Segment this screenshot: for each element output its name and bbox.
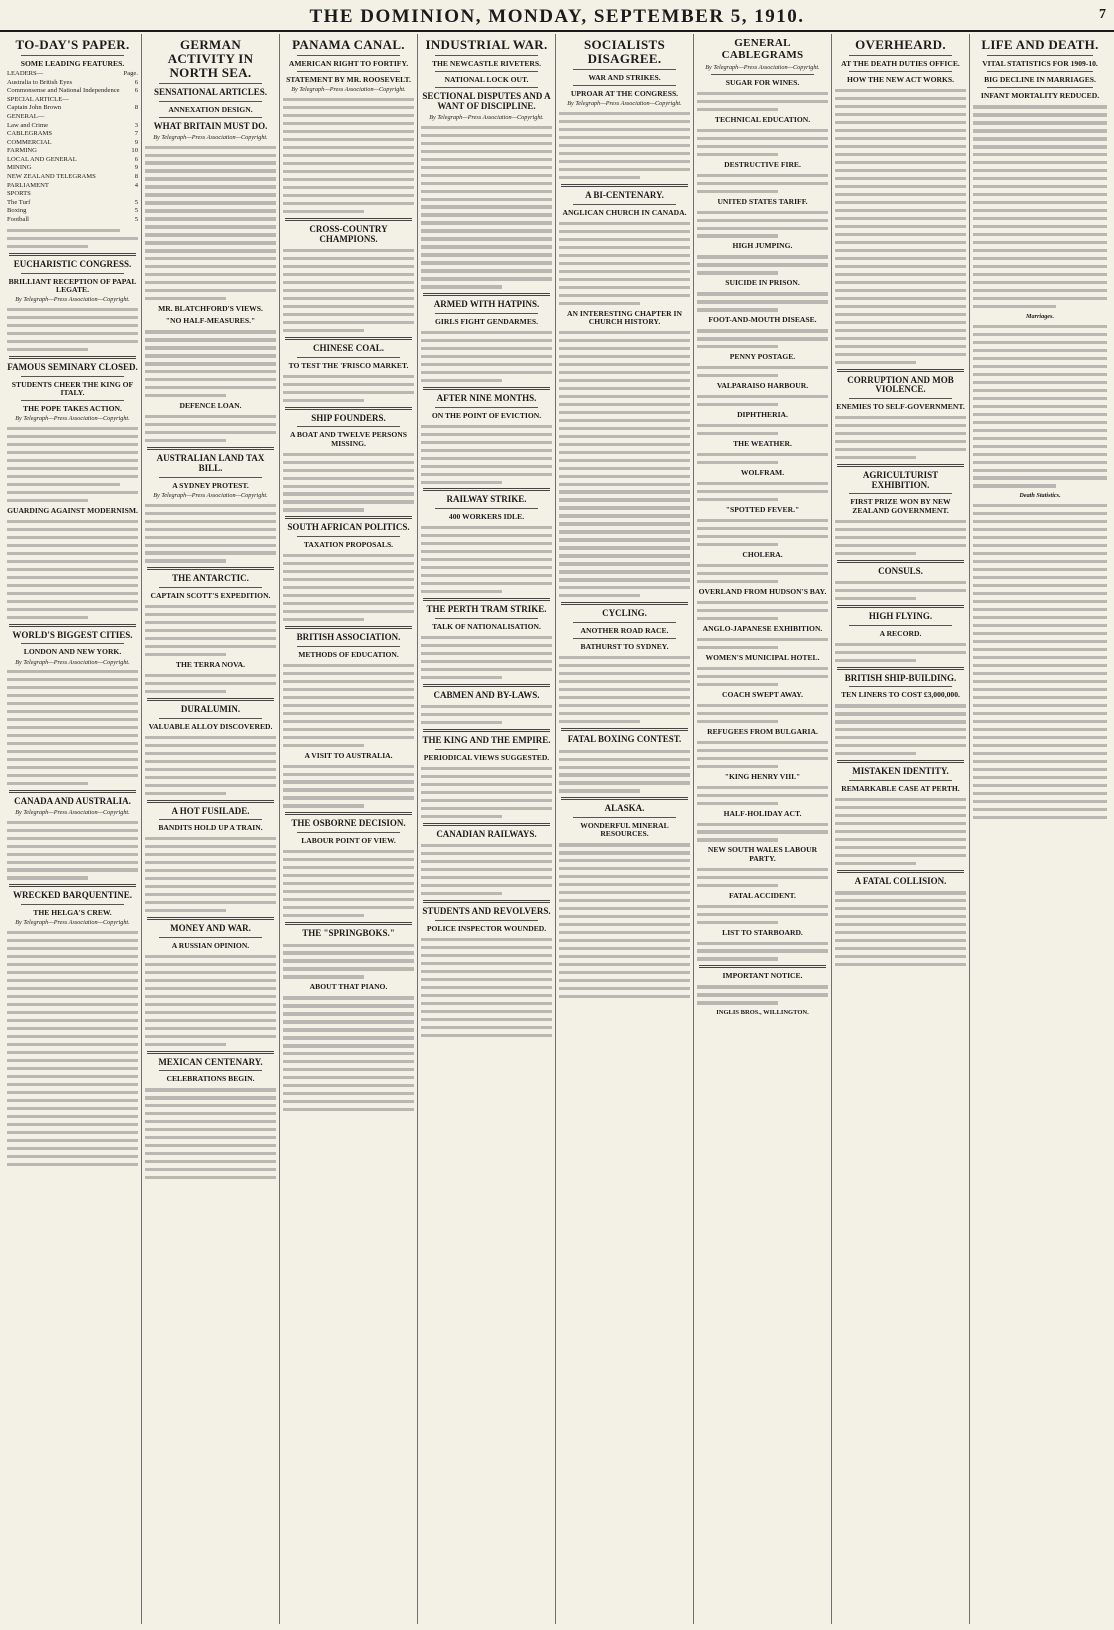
column-6 xyxy=(694,34,832,1624)
subheadline: THE TERRA NOVA. xyxy=(175,660,246,670)
subheadline: A BOAT AND TWELVE PERSONS MISSING. xyxy=(289,430,408,448)
subheadline: AMERICAN RIGHT TO FORTIFY. xyxy=(288,59,409,69)
headline: PANAMA CANAL. xyxy=(292,37,405,52)
subheadline: "NO HALF-MEASURES." xyxy=(165,316,256,326)
contents-label: Football xyxy=(7,215,29,223)
headline: MEXICAN CENTENARY. xyxy=(158,1056,263,1067)
subheadline: FOOT-AND-MOUTH DISEASE. xyxy=(708,315,817,325)
subheadline: ANOTHER ROAD RACE. xyxy=(580,625,669,635)
subheadline: POLICE INSPECTOR WOUNDED. xyxy=(426,923,547,933)
subheadline: SUICIDE IN PRISON. xyxy=(725,278,800,288)
subheadline: NATIONAL LOCK OUT. xyxy=(444,75,529,85)
headline: CONSULS. xyxy=(878,565,923,576)
credit-line: By Telegraph—Press Association—Copyright. xyxy=(153,133,268,141)
subheadline: THE NEWCASTLE RIVETERS. xyxy=(431,59,542,69)
subheadline: ABOUT THAT PIANO. xyxy=(309,982,388,992)
contents-page: 5 xyxy=(134,215,138,223)
headline: RAILWAY STRIKE. xyxy=(446,494,527,505)
contents-label: SPORTS xyxy=(7,190,31,198)
subheadline: HOW THE NEW ACT WORKS. xyxy=(846,75,955,85)
credit-line: By Telegraph—Press Association—Copyright. xyxy=(291,86,406,94)
contents-item xyxy=(7,113,138,122)
contents-item xyxy=(7,147,138,156)
col1-subtitle: SOME LEADING FEATURES. xyxy=(20,59,125,69)
headline: A BI-CENTENARY. xyxy=(585,190,664,201)
headline: STUDENTS AND REVOLVERS. xyxy=(422,906,551,917)
contents-page: 6 xyxy=(134,155,138,163)
headline: CYCLING. xyxy=(602,608,647,619)
subheadline: WOMEN'S MUNICIPAL HOTEL. xyxy=(705,652,820,662)
contents-item xyxy=(7,190,138,199)
credit-line: By Telegraph—Press Association—Copyright. xyxy=(15,919,130,927)
subheadline: STUDENTS CHEER THE KING OF ITALY. xyxy=(11,379,134,397)
subheadline: CHOLERA. xyxy=(742,549,783,559)
subheadline: CAPTAIN SCOTT'S EXPEDITION. xyxy=(150,591,271,601)
subheadline: UNITED STATES TARIFF. xyxy=(717,196,808,206)
contents-label: SPECIAL ARTICLE— xyxy=(7,95,69,103)
contents-item xyxy=(7,207,138,216)
section-label: Marriages. xyxy=(1025,312,1055,320)
subheadline: REFUGEES FROM BULGARIA. xyxy=(707,726,818,736)
contents-item xyxy=(7,156,138,165)
contents-page: 4 xyxy=(134,181,138,189)
subheadline: REMARKABLE CASE AT PERTH. xyxy=(841,783,960,793)
headline: DURALUMIN. xyxy=(180,703,241,714)
subheadline: TECHNICAL EDUCATION. xyxy=(714,114,811,124)
headline: CANADA AND AUSTRALIA. xyxy=(14,796,131,807)
column-3 xyxy=(280,34,418,1624)
subheadline: TO TEST THE 'FRISCO MARKET. xyxy=(288,360,409,370)
headline: CHINESE COAL. xyxy=(312,343,384,354)
subheadline: SUGAR FOR WINES. xyxy=(725,77,800,87)
headline: GENERAL CABLEGRAMS xyxy=(721,37,804,61)
headline: WORLD'S BIGGEST CITIES. xyxy=(12,629,133,640)
subheadline: TEN LINERS TO COST £3,000,000. xyxy=(841,690,960,700)
contents-item xyxy=(7,87,138,96)
headline: CANADIAN RAILWAYS. xyxy=(436,828,537,839)
contents-page: 9 xyxy=(134,164,138,172)
headline: MONEY AND WAR. xyxy=(170,923,251,934)
subheadline: A VISIT TO AUSTRALIA. xyxy=(304,750,393,760)
contents-label: Australia to British Eyes xyxy=(7,78,73,86)
contents-label: LEADERS— xyxy=(7,70,44,78)
contents-label: COMMERCIAL xyxy=(7,138,52,146)
page-number: 7 xyxy=(1099,7,1106,22)
subheadline: SECTIONAL DISPUTES AND A WANT OF DISCIPLINE. xyxy=(422,91,551,112)
subheadline: HALF-HOLIDAY ACT. xyxy=(723,808,802,818)
subheadline: THE HELGA'S CREW. xyxy=(33,908,112,918)
subheadline: DESTRUCTIVE FIRE. xyxy=(724,159,801,169)
headline: WRECKED BARQUENTINE. xyxy=(12,890,133,901)
contents-label: Captain John Brown xyxy=(7,104,62,112)
subheadline: AN INTERESTING CHAPTER IN CHURCH HISTORY. xyxy=(567,308,682,326)
subheadline: INFANT MORTALITY REDUCED. xyxy=(980,91,1100,101)
subheadline: BRILLIANT RECEPTION OF PAPAL LEGATE. xyxy=(8,276,137,294)
contents-page: 7 xyxy=(134,130,138,138)
contents-item xyxy=(7,164,138,173)
col1-title: TO-DAY'S PAPER. xyxy=(15,37,130,52)
subheadline: VALUABLE ALLOY DISCOVERED. xyxy=(148,721,273,731)
headline: THE PERTH TRAM STRIKE. xyxy=(426,604,547,615)
subheadline: ENEMIES TO SELF-GOVERNMENT. xyxy=(836,402,965,412)
subheadline: SENSATIONAL ARTICLES. xyxy=(153,87,268,98)
contents-item xyxy=(7,122,138,131)
subheadline: PENNY POSTAGE. xyxy=(729,352,796,362)
subheadline: LABOUR POINT OF VIEW. xyxy=(301,836,396,846)
credit-line: By Telegraph—Press Association—Copyright. xyxy=(153,491,268,499)
contents-page: 8 xyxy=(134,104,138,112)
contents-item xyxy=(7,173,138,182)
subheadline: STATEMENT BY MR. ROOSEVELT. xyxy=(286,75,411,85)
credit-line: By Telegraph—Press Association—Copyright. xyxy=(705,63,820,71)
headline: SOCIALISTS DISAGREE. xyxy=(583,37,666,67)
contents-label: The Turf xyxy=(7,198,31,206)
headline: EUCHARISTIC CONGRESS. xyxy=(13,259,132,270)
contents-list xyxy=(7,70,138,224)
subheadline: TALK OF NATIONALISATION. xyxy=(432,621,541,631)
subheadline: UPROAR AT THE CONGRESS. xyxy=(570,89,679,99)
column-7 xyxy=(832,34,970,1624)
contents-label: PARLIAMENT xyxy=(7,181,49,189)
contents-item xyxy=(7,182,138,191)
contents-item xyxy=(7,70,138,79)
subheadline: BATHURST TO SYDNEY. xyxy=(580,642,669,652)
contents-item xyxy=(7,139,138,148)
contents-page: 5 xyxy=(134,207,138,215)
credit-line: By Telegraph—Press Association—Copyright. xyxy=(15,296,130,304)
contents-item xyxy=(7,79,138,88)
headline: ALASKA. xyxy=(604,803,645,814)
contents-item xyxy=(7,199,138,208)
subheadline: A RECORD. xyxy=(879,628,922,638)
subheadline: THE POPE TAKES ACTION. xyxy=(23,403,122,413)
headline: CROSS-COUNTRY CHAMPIONS. xyxy=(309,223,388,244)
contents-label: FARMING xyxy=(7,147,37,155)
headline: CABMEN AND BY-LAWS. xyxy=(433,689,540,700)
subheadline: BANDITS HOLD UP A TRAIN. xyxy=(158,823,263,833)
headline: ARMED WITH HATPINS. xyxy=(433,299,540,310)
credit-line: By Telegraph—Press Association—Copyright. xyxy=(15,415,130,423)
contents-page: 6 xyxy=(134,78,138,86)
subheadline: VITAL STATISTICS FOR 1909-10. xyxy=(982,59,1098,69)
subheadline: OVERLAND FROM HUDSON'S BAY. xyxy=(698,586,827,596)
masthead-title: THE DOMINION, MONDAY, SEPTEMBER 5, 1910. xyxy=(309,6,805,27)
contents-label: GENERAL— xyxy=(7,113,45,121)
subheadline: FATAL ACCIDENT. xyxy=(729,890,796,900)
headline: AFTER NINE MONTHS. xyxy=(436,392,537,403)
contents-label: Commonsense and National Independence xyxy=(7,87,120,95)
column-5 xyxy=(556,34,694,1624)
subheadline: IMPORTANT NOTICE. xyxy=(722,971,803,981)
subheadline: WHAT BRITAIN MUST DO. xyxy=(153,121,268,131)
headline: SOUTH AFRICAN POLITICS. xyxy=(287,522,410,533)
headline: AGRICULTURIST EXHIBITION. xyxy=(862,469,939,490)
subheadline: ANNEXATION DESIGN. xyxy=(168,104,253,114)
column-1 xyxy=(4,34,142,1624)
contents-page: 5 xyxy=(134,198,138,206)
headline: LIFE AND DEATH. xyxy=(981,37,1099,52)
subheadline: 400 WORKERS IDLE. xyxy=(448,512,525,522)
contents-page: 10 xyxy=(131,147,138,155)
subheadline: BIG DECLINE IN MARRIAGES. xyxy=(984,75,1096,85)
subheadline: HIGH JUMPING. xyxy=(732,241,793,251)
contents-page: 8 xyxy=(134,172,138,180)
section-label: Death Statistics. xyxy=(1019,492,1061,500)
headline: THE KING AND THE EMPIRE. xyxy=(422,735,551,746)
columns xyxy=(4,34,1110,1624)
headline: AUSTRALIAN LAND TAX BILL. xyxy=(156,453,265,473)
subheadline: FIRST PRIZE WON BY NEW ZEALAND GOVERNMENT. xyxy=(850,497,951,515)
subheadline: WOLFRAM. xyxy=(740,468,785,478)
subheadline: PERIODICAL VIEWS SUGGESTED. xyxy=(423,752,550,762)
contents-item xyxy=(7,96,138,105)
subheadline: THE WEATHER. xyxy=(733,439,792,449)
headline: SHIP FOUNDERS. xyxy=(311,412,386,423)
headline: FATAL BOXING CONTEST. xyxy=(567,734,682,745)
contents-page: 9 xyxy=(134,138,138,146)
contents-page: 3 xyxy=(134,121,138,129)
headline: THE ANTARCTIC. xyxy=(172,573,249,584)
credit-line: By Telegraph—Press Association—Copyright. xyxy=(15,658,130,666)
contents-label: CABLEGRAMS xyxy=(7,130,53,138)
headline: GERMAN ACTIVITY IN NORTH SEA. xyxy=(167,37,254,81)
contents-item xyxy=(7,130,138,139)
subheadline: WONDERFUL MINERAL RESOURCES. xyxy=(580,821,669,839)
contents-label: NEW ZEALAND TELEGRAMS xyxy=(7,172,96,180)
subheadline: A SYDNEY PROTEST. xyxy=(172,480,249,490)
subheadline: AT THE DEATH DUTIES OFFICE. xyxy=(841,59,960,69)
headline: HIGH FLYING. xyxy=(868,610,933,621)
subheadline: VALPARAISO HARBOUR. xyxy=(716,381,809,391)
subheadline: "SPOTTED FEVER." xyxy=(725,505,800,515)
contents-item xyxy=(7,216,138,225)
subheadline: CELEBRATIONS BEGIN. xyxy=(166,1074,255,1084)
contents-label: MINING xyxy=(7,164,32,172)
contents-item xyxy=(7,104,138,113)
contents-label: Boxing xyxy=(7,207,27,215)
column-2 xyxy=(142,34,280,1624)
contents-page: 6 xyxy=(134,87,138,95)
subheadline: A RUSSIAN OPINION. xyxy=(171,940,250,950)
credit-line: By Telegraph—Press Association—Copyright. xyxy=(15,808,130,816)
subheadline: "KING HENRY VIII." xyxy=(724,771,801,781)
headline: THE "SPRINGBOKS." xyxy=(302,927,395,938)
subheadline: ON THE POINT OF EVICTION. xyxy=(431,410,542,420)
headline: OVERHEARD. xyxy=(855,37,946,52)
headline: FAMOUS SEMINARY CLOSED. xyxy=(7,361,138,372)
subheadline: ANGLO-JAPANESE EXHIBITION. xyxy=(702,623,823,633)
headline: A FATAL COLLISION. xyxy=(854,875,947,886)
subheadline: LIST TO STARBOARD. xyxy=(722,927,803,937)
subheadline: COACH SWEPT AWAY. xyxy=(722,689,803,699)
subheadline: GIRLS FIGHT GENDARMES. xyxy=(434,317,539,327)
subheadline: NEW SOUTH WALES LABOUR PARTY. xyxy=(707,845,818,863)
subheadline: DEFENCE LOAN. xyxy=(179,401,242,411)
subheadline: GUARDING AGAINST MODERNISM. xyxy=(7,505,138,515)
subheadline: TAXATION PROPOSALS. xyxy=(303,540,394,550)
contents-label: LOCAL AND GENERAL xyxy=(7,155,77,163)
credit-line: By Telegraph—Press Association—Copyright. xyxy=(429,113,544,121)
headline: A HOT FUSILADE. xyxy=(171,805,250,816)
headline: BRITISH SHIP-BUILDING. xyxy=(844,672,957,683)
headline: CORRUPTION AND MOB VIOLENCE. xyxy=(847,374,954,395)
advertiser: INGLIS BROS., WILLINGTON. xyxy=(716,1009,809,1017)
headline: INDUSTRIAL WAR. xyxy=(425,37,548,52)
divider xyxy=(21,55,124,56)
headline: BRITISH ASSOCIATION. xyxy=(296,632,401,642)
headline: THE OSBORNE DECISION. xyxy=(291,818,406,829)
subheadline: LONDON AND NEW YORK. xyxy=(23,647,122,657)
contents-page: Page. xyxy=(123,70,138,78)
subheadline: ANGLICAN CHURCH IN CANADA. xyxy=(562,207,687,217)
headline: MISTAKEN IDENTITY. xyxy=(852,766,949,777)
masthead xyxy=(0,0,1114,32)
subheadline: WAR AND STRIKES. xyxy=(588,73,661,83)
credit-line: By Telegraph—Press Association—Copyright. xyxy=(567,100,682,108)
divider xyxy=(9,253,136,256)
subheadline: DIPHTHERIA. xyxy=(737,410,788,420)
subheadline: METHODS OF EDUCATION. xyxy=(298,649,399,659)
column-4 xyxy=(418,34,556,1624)
contents-label: Law and Crime xyxy=(7,121,49,129)
column-8 xyxy=(970,34,1110,1624)
subheadline: MR. BLATCHFORD'S VIEWS. xyxy=(158,304,263,314)
